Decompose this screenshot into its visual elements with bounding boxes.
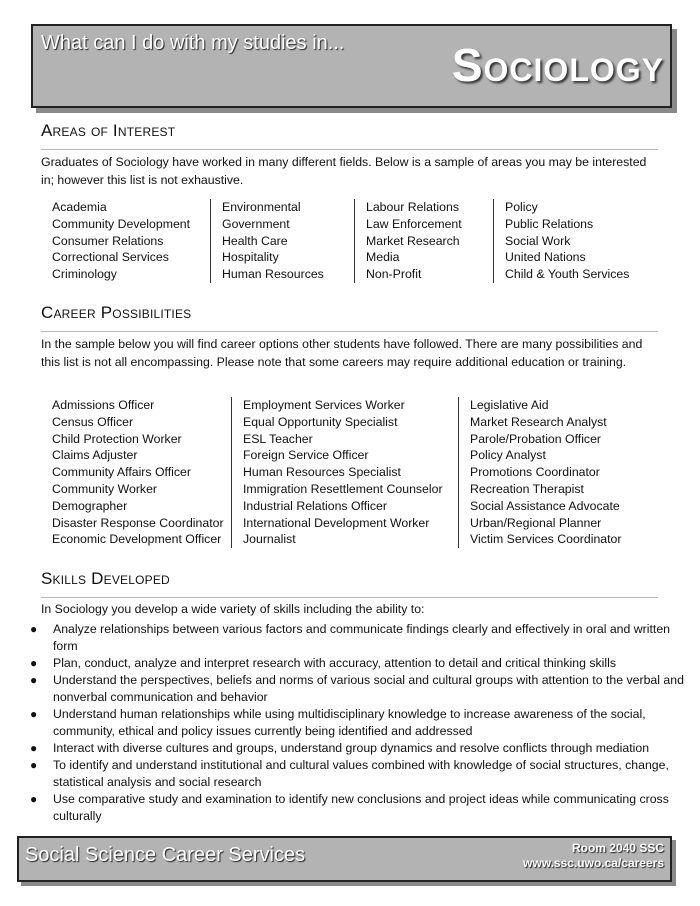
list-item: United Nations: [505, 250, 586, 265]
list-item: Government: [222, 216, 290, 231]
list-item: Law Enforcement: [366, 216, 462, 231]
page-title: Sociology: [451, 39, 664, 91]
skills-heading: Skills Developed: [41, 569, 170, 588]
list-item-text: Analyze relationships between various factors and communicate findings clearly and effectively in oral and written form: [53, 622, 670, 653]
list-item: [29, 672, 689, 706]
list-item: Labour Relations: [366, 200, 459, 214]
list-item: Immigration Resettlement Counselor: [243, 481, 443, 496]
bullet-icon: ●: [30, 707, 38, 721]
list-item: Academia: [52, 200, 107, 214]
footer-name: Social Science Career Services: [25, 844, 306, 866]
list-item-text: Plan, conduct, analyze and interpret research with accuracy, attention to detail and critical thinking skills: [53, 656, 616, 670]
list-item: Claims Adjuster: [52, 448, 138, 463]
footer-contact: [523, 841, 664, 871]
list-item: Policy Analyst: [470, 448, 546, 463]
list-item: Community Affairs Officer: [52, 465, 191, 480]
bullet-icon: ●: [30, 673, 38, 687]
areas-rule: [41, 149, 658, 150]
list-item-text: Understand human relationships while using multidisciplinary knowledge to increase awareness of the social, community, ethical and policy issues currently being identified and addressed: [53, 707, 646, 738]
list-item-text: Understand the perspectives, beliefs and norms of various social and cultural groups with attention to the verbal and nonverbal communication and behavior: [53, 673, 684, 704]
list-item: Non-Profit: [366, 267, 422, 282]
list-item: Hospitality: [222, 250, 279, 265]
list-item: Promotions Coordinator: [470, 465, 600, 480]
careers-column-3: [458, 397, 640, 548]
careers-column-2: [231, 397, 458, 548]
list-item: Journalist: [243, 532, 296, 547]
skills-list: [29, 621, 689, 825]
header-lead: What can I do with my studies in...: [41, 32, 345, 54]
list-item-text: To identify and understand institutional and cultural values combined with knowledge of social structures, change, statistical analysis and social research: [53, 758, 669, 789]
list-item: Parole/Probation Officer: [470, 431, 602, 446]
areas-list: [41, 199, 655, 283]
areas-column-2: [210, 199, 354, 283]
list-item: Census Officer: [52, 414, 134, 429]
list-item-text: Interact with diverse cultures and groups, understand group dynamics and resolve conflicts through mediation: [53, 741, 650, 755]
list-item: Equal Opportunity Specialist: [243, 414, 398, 429]
list-item: Media: [366, 250, 400, 265]
list-item-text: Use comparative study and examination to identify new conclusions and project ideas while communicating cross culturally: [53, 792, 669, 823]
bullet-icon: ●: [30, 622, 38, 636]
list-item: Social Work: [505, 233, 571, 248]
list-item: Industrial Relations Officer: [243, 498, 387, 513]
list-item: Human Resources: [222, 267, 324, 282]
skills-intro: In Sociology you develop a wide variety of skills including the ability to:: [41, 602, 425, 616]
list-item: Policy: [505, 200, 538, 214]
careers-column-1: [41, 397, 231, 548]
list-item: [29, 757, 689, 791]
list-item: Foreign Service Officer: [243, 448, 369, 463]
bullet-icon: ●: [30, 758, 38, 772]
careers-heading: Career Possibilities: [41, 303, 192, 322]
areas-column-1: [41, 199, 210, 283]
list-item: Legislative Aid: [470, 398, 549, 412]
list-item: Environmental: [222, 200, 301, 214]
list-item: International Development Worker: [243, 515, 430, 530]
list-item: Public Relations: [505, 216, 594, 231]
list-item: Economic Development Officer: [52, 532, 222, 547]
list-item: [29, 740, 689, 757]
list-item: Recreation Therapist: [470, 481, 584, 496]
areas-column-3: [354, 199, 493, 283]
list-item: Community Worker: [52, 481, 157, 496]
list-item: [29, 706, 689, 740]
list-item: [29, 621, 689, 655]
list-item: Criminology: [52, 267, 117, 282]
page-header: [31, 24, 672, 108]
careers-intro: In the sample below you will find career options other students have followed. There are many possibilities and this list is not all encompassing. Please note that some careers may require additional education or training.: [41, 337, 643, 369]
areas-intro: Graduates of Sociology have worked in many different fields. Below is a sample of areas you may be interested in; however this list is not exhaustive.: [41, 155, 647, 187]
list-item: Demographer: [52, 498, 128, 513]
skills-rule: [41, 597, 658, 598]
list-item: Consumer Relations: [52, 233, 164, 248]
list-item: Health Care: [222, 233, 288, 248]
list-item: [29, 791, 689, 825]
list-item: Victim Services Coordinator: [470, 532, 622, 547]
list-item: Social Assistance Advocate: [470, 498, 620, 513]
list-item: Child Protection Worker: [52, 431, 182, 446]
list-item: Market Research: [366, 233, 460, 248]
list-item: ESL Teacher: [243, 431, 313, 446]
bullet-icon: ●: [30, 656, 38, 670]
list-item: Child & Youth Services: [505, 267, 630, 282]
bullet-icon: ●: [30, 792, 38, 806]
list-item: Correctional Services: [52, 250, 169, 265]
list-item: Employment Services Worker: [243, 398, 405, 412]
list-item: Urban/Regional Planner: [470, 515, 602, 530]
footer-url[interactable]: www.ssc.uwo.ca/careers: [523, 856, 664, 870]
bullet-icon: ●: [30, 741, 38, 755]
footer-room: Room 2040 SSC: [571, 841, 664, 855]
list-item: Disaster Response Coordinator: [52, 515, 224, 530]
list-item: Market Research Analyst: [470, 414, 607, 429]
areas-heading: Areas of Interest: [41, 121, 176, 140]
areas-column-4: [493, 199, 655, 283]
list-item: [29, 655, 689, 672]
page-footer: [17, 836, 672, 882]
list-item: Human Resources Specialist: [243, 465, 401, 480]
careers-rule: [41, 331, 658, 332]
list-item: Admissions Officer: [52, 398, 155, 412]
list-item: Community Development: [52, 216, 191, 231]
careers-list: [41, 397, 640, 548]
